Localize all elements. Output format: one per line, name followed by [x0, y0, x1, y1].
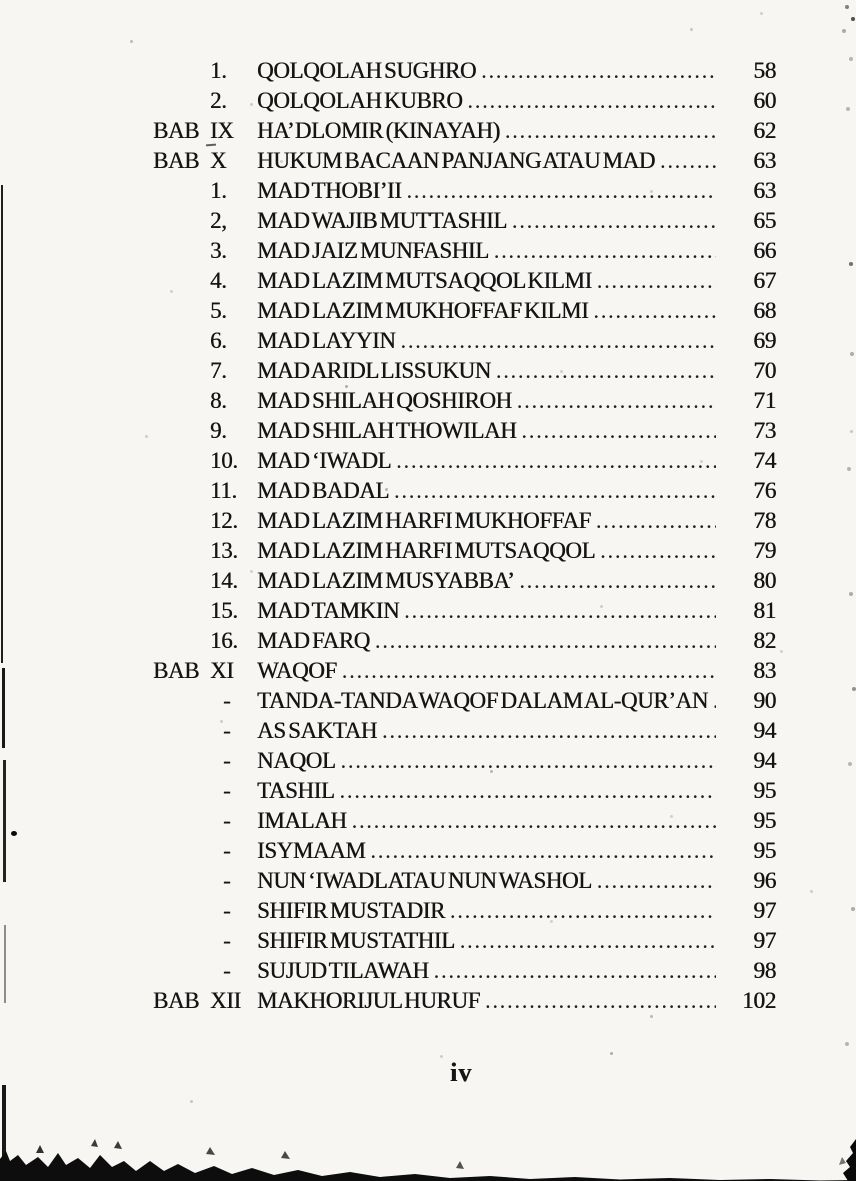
item-title: TANDA-TANDA WAQOF DALAM AL-QUR’AN	[257, 688, 708, 713]
page-number: 95	[753, 838, 776, 864]
dot-leader	[467, 86, 716, 116]
item-number: X	[210, 148, 227, 173]
item-number: 13.	[210, 538, 238, 563]
toc-row	[153, 326, 776, 356]
item-number: 11.	[210, 478, 237, 503]
bab-label: BAB	[153, 118, 200, 143]
toc-row	[153, 506, 776, 536]
page-number: 68	[753, 298, 776, 324]
item-title: MAD SHILAH THOWILAH	[257, 418, 517, 443]
scan-bottom-edge	[0, 1131, 856, 1181]
page-number: 102	[741, 988, 776, 1014]
dot-leader	[481, 56, 716, 86]
item-number: IX	[210, 118, 234, 143]
dot-leader	[485, 986, 716, 1016]
item-title: SHIFIR MUSTADIR	[257, 898, 445, 923]
toc-row	[153, 806, 776, 836]
item-number: 8.	[210, 388, 227, 413]
toc-row	[153, 146, 776, 176]
item-title: MAKHORIJUL HURUF	[257, 988, 480, 1013]
page-number: 63	[753, 178, 776, 204]
item-title: HA’ DLOMIR (KINAYAH)	[257, 118, 500, 143]
item-title: NAQOL	[257, 748, 336, 773]
toc-row	[153, 536, 776, 566]
dot-leader	[394, 476, 716, 506]
item-number: -	[223, 778, 231, 803]
page-number: 96	[753, 868, 776, 894]
page-number: 94	[753, 748, 776, 774]
page-number: 79	[753, 538, 776, 564]
toc-row	[153, 626, 776, 656]
page-number: 71	[753, 388, 776, 414]
dot-leader	[375, 626, 716, 656]
dot-leader	[596, 506, 716, 536]
page-number: 80	[753, 568, 776, 594]
item-number: -	[223, 838, 231, 863]
toc-row	[153, 356, 776, 386]
item-number: 7.	[210, 358, 227, 383]
item-title: MAD LAZIM MUSYABBA’	[257, 568, 515, 593]
dot-leader	[600, 536, 716, 566]
page-number: 97	[753, 928, 776, 954]
page-number: 65	[753, 208, 776, 234]
item-number: 15.	[210, 598, 238, 623]
toc-row	[153, 776, 776, 806]
toc-row	[153, 866, 776, 896]
page-number: 62	[753, 118, 776, 144]
item-title: WAQOF	[257, 658, 337, 683]
page-number: 83	[753, 658, 776, 684]
item-number: 4.	[210, 268, 227, 293]
bab-label: BAB	[153, 148, 200, 173]
toc-row	[153, 236, 776, 266]
page-number: 76	[753, 478, 776, 504]
item-title: MAD FARQ	[257, 628, 370, 653]
item-title: IMALAH	[257, 808, 347, 833]
toc-row	[153, 446, 776, 476]
dot-leader	[494, 236, 716, 266]
toc-row	[153, 86, 776, 116]
toc-row	[153, 926, 776, 956]
scan-noise-right-margin	[849, 262, 853, 266]
scan-left-edge-line	[3, 760, 6, 882]
toc-row	[153, 266, 776, 296]
item-number: XI	[210, 658, 234, 683]
item-title: MAD WAJIB MUTTASHIL	[257, 208, 507, 233]
item-title: MAD LAZIM HARFI MUKHOFFAF	[257, 508, 591, 533]
item-title: HUKUM BACAAN PANJANG ATAU MAD	[257, 148, 655, 173]
dot-leader	[450, 896, 716, 926]
toc-row	[153, 566, 776, 596]
scan-left-edge-line	[1, 185, 3, 663]
scan-noise-specks	[130, 40, 133, 43]
dot-leader	[517, 386, 716, 416]
item-title: MAD LAZIM MUKHOFFAF KILMI	[257, 298, 589, 323]
page-number: 81	[753, 598, 776, 624]
item-number: 10.	[210, 448, 238, 473]
item-number: -	[223, 748, 231, 773]
page-number: 98	[753, 958, 776, 984]
dot-leader	[597, 266, 716, 296]
dot-leader	[352, 806, 716, 836]
item-number: 1.	[210, 58, 227, 83]
item-title: NUN ‘IWADL ATAU NUN WASHOL	[257, 868, 592, 893]
item-title: MAD BADAL	[257, 478, 390, 503]
dot-leader	[460, 926, 716, 956]
item-number: -	[223, 718, 231, 743]
item-number: 16.	[210, 628, 238, 653]
item-number: 14.	[210, 568, 238, 593]
dot-leader	[400, 326, 716, 356]
item-number: 6.	[210, 328, 227, 353]
item-title: TASHIL	[257, 778, 335, 803]
item-number: 3.	[210, 238, 227, 263]
item-number: 12.	[210, 508, 238, 533]
dot-leader	[396, 446, 716, 476]
page-number: 67	[753, 268, 776, 294]
item-number: -	[223, 868, 231, 893]
toc-row	[153, 416, 776, 446]
toc-row	[153, 176, 776, 206]
folio-page-number: iv	[450, 1058, 473, 1087]
page-number: 97	[753, 898, 776, 924]
dot-leader	[519, 566, 716, 596]
item-title: SHIFIR MUSTATHIL	[257, 928, 455, 953]
dot-leader	[512, 206, 716, 236]
item-title: QOLQOLAH SUGHRO	[257, 58, 477, 83]
scan-left-edge-line	[4, 925, 6, 1003]
item-number: -	[223, 898, 231, 923]
dot-leader	[404, 596, 716, 626]
item-number: 9.	[210, 418, 227, 443]
page-number: 74	[753, 448, 776, 474]
page-number: 90	[753, 688, 776, 714]
page-number: 95	[753, 778, 776, 804]
toc-row	[153, 116, 776, 146]
item-title: MAD ARIDL LISSUKUN	[257, 358, 491, 383]
dot-leader	[660, 146, 716, 176]
item-number: 1.	[210, 178, 227, 203]
page-number: 70	[753, 358, 776, 384]
toc-row	[153, 296, 776, 326]
page-number: 73	[753, 418, 776, 444]
item-title: MAD TAMKIN	[257, 598, 400, 623]
dot-leader	[505, 116, 716, 146]
item-number: XII	[210, 988, 241, 1013]
page-number: 58	[753, 58, 776, 84]
item-number: 2.	[210, 88, 227, 113]
page-number: 60	[753, 88, 776, 114]
item-title: MAD ‘IWADL	[257, 448, 392, 473]
item-number: -	[223, 688, 231, 713]
toc-row	[153, 386, 776, 416]
item-number: -	[223, 928, 231, 953]
toc-row	[153, 986, 776, 1016]
dot-leader	[434, 956, 716, 986]
item-number: 5.	[210, 298, 227, 323]
dot-leader	[593, 296, 716, 326]
item-title: SUJUD TILAWAH	[257, 958, 429, 983]
toc-row	[153, 656, 776, 686]
toc-row	[153, 716, 776, 746]
page-number: 78	[753, 508, 776, 534]
page-number: 66	[753, 238, 776, 264]
page-number: 94	[753, 718, 776, 744]
item-number: -	[223, 958, 231, 983]
item-number: -	[223, 808, 231, 833]
dot-leader	[342, 656, 716, 686]
dot-leader	[496, 356, 716, 386]
dot-leader	[382, 716, 716, 746]
dot-leader	[406, 176, 716, 206]
toc-row	[153, 686, 776, 716]
ink-spot	[11, 831, 17, 836]
toc-row	[153, 56, 776, 86]
scan-left-edge-line	[2, 668, 5, 748]
item-title: MAD LAZIM MUTSAQQOL KILMI	[257, 268, 592, 293]
toc-row	[153, 896, 776, 926]
page-number: 63	[753, 148, 776, 174]
page-number: 95	[753, 808, 776, 834]
dot-leader	[521, 416, 716, 446]
dot-leader	[340, 776, 716, 806]
item-title: QOLQOLAH KUBRO	[257, 88, 463, 113]
toc-row	[153, 746, 776, 776]
toc-row	[153, 836, 776, 866]
toc-row	[153, 476, 776, 506]
toc-row	[153, 956, 776, 986]
toc-row	[153, 596, 776, 626]
item-title: MAD LAZIM HARFI MUTSAQQOL	[257, 538, 596, 563]
item-title: MAD JAIZ MUNFASHIL	[257, 238, 489, 263]
item-title: MAD THOBI’II	[257, 178, 402, 203]
item-title: ISYMAAM	[257, 838, 366, 863]
table-of-contents	[153, 56, 776, 1016]
dot-leader	[713, 686, 716, 716]
bab-label: BAB	[153, 988, 200, 1013]
item-title: MAD LAYYIN	[257, 328, 396, 353]
page-number: 69	[753, 328, 776, 354]
item-title: AS SAKTAH	[257, 718, 377, 743]
item-title: MAD SHILAH QOSHIROH	[257, 388, 512, 413]
bab-label: BAB	[153, 658, 200, 683]
dot-leader	[341, 746, 717, 776]
toc-row	[153, 206, 776, 236]
dot-leader	[370, 836, 716, 866]
item-number: 2,	[210, 208, 227, 233]
dot-leader	[597, 866, 716, 896]
page-number: 82	[753, 628, 776, 654]
scan-noise-top-right	[845, 5, 849, 9]
